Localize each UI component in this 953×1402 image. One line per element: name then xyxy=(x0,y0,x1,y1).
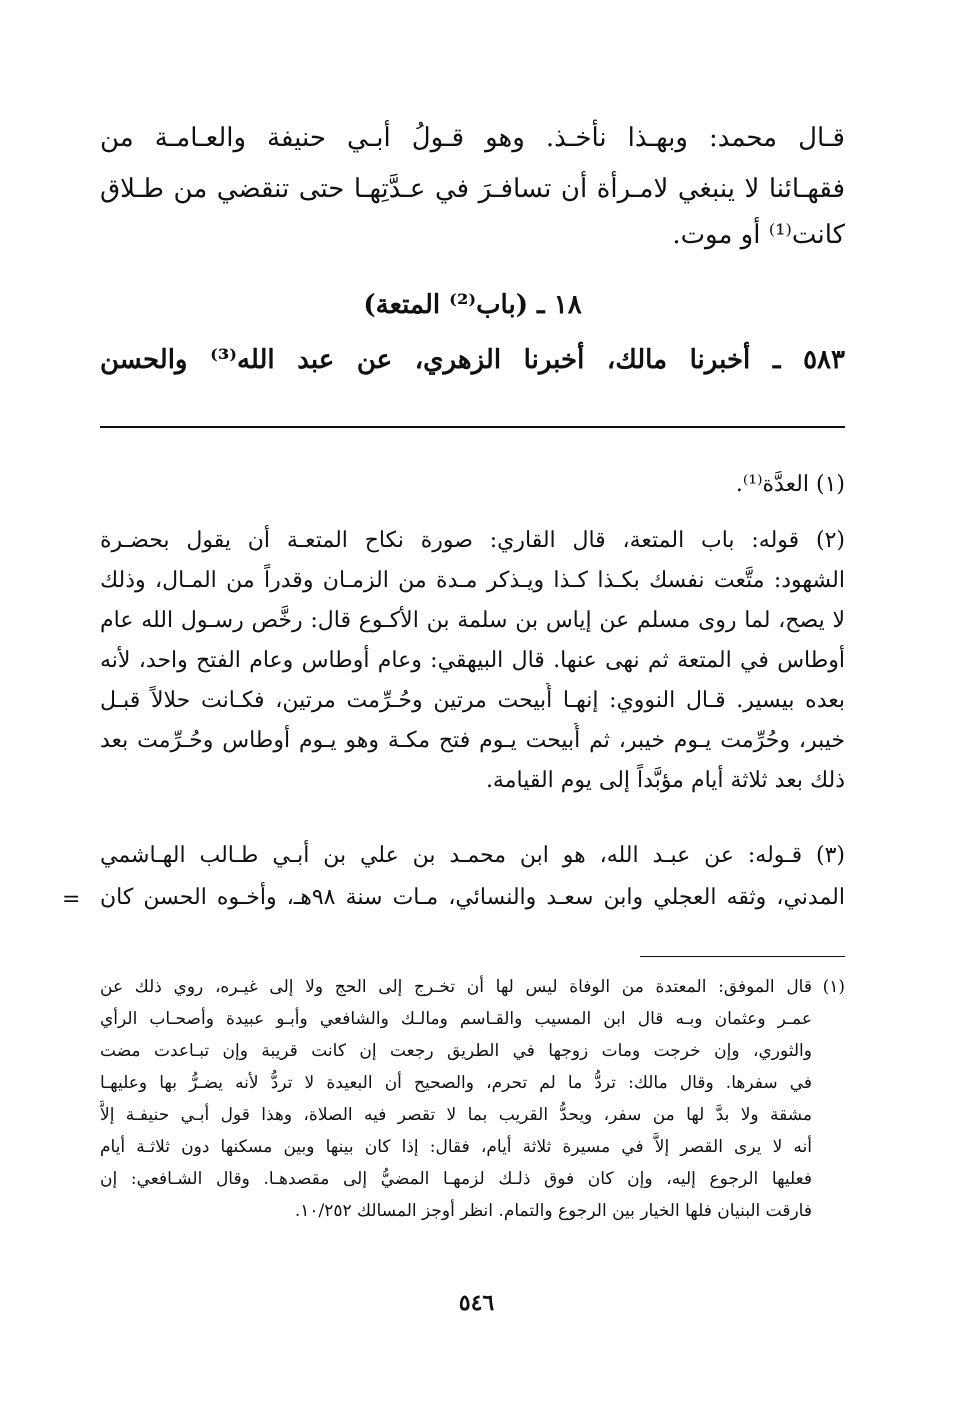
continuation-mark: = xyxy=(62,887,81,912)
footnote-line: فعليها الرجوع إليه، وإن كان فوق ذلـك لزمهـا المضيُّ إلى مقصدهـا. وقال الشـافعي: إن xyxy=(100,1169,812,1189)
hadith-line: ٥٨٣ ـ أخبرنا مالك، أخبرنا الزهري، عن عبد الله⁽³⁾ والحسن xyxy=(100,345,845,375)
page-number: ٥٤٦ xyxy=(458,1290,495,1316)
footnote-line: في سفرها. وقال مالك: تردُّ ما لم تحرم، والصحيح أن البعيدة لا تردُّ لأنه يضـرُّ بها وعليهـا xyxy=(100,1073,812,1093)
commentary-note-2-line: بعده بيسير. قـال النووي: إنهـا أُبيحت مرتين وحُـرِّمت مرتين، فكـانت حلالاً قبـل xyxy=(100,688,845,713)
footnote-line: أنه لا يرى القصر إلاَّ في مسيرة ثلاثة أيام، فقال: إذا كان بينها وبين مسكنها دون ثلاثـة أيام xyxy=(100,1137,812,1157)
main-text-line-3: كانت⁽¹⁾ أو موت. xyxy=(672,220,845,250)
commentary-note-2-line: أوطاس في المتعة ثم نهى عنها. قال البيهقي: وعام أوطاس وعام الفتح واحد، لأنه xyxy=(100,648,845,673)
commentary-note-2-line: الشهود: متَّعت نفسك بكـذا كـذا ويـذكر مـدة من الزمـان وقدراً من المـال، وذلك xyxy=(100,568,845,593)
commentary-note-2-line: (٢) قوله: باب المتعة، قال القاري: صورة نكاح المتعـة أن يقول بحضـرة xyxy=(100,528,845,553)
commentary-note-3-line: المدني، وثقه العجلي وابن سعـد والنسائي، مـات سنة ٩٨هـ، وأخـوه الحسن كان xyxy=(100,885,845,910)
footnote-line: عمـر وعثمان وبـه قال ابن المسيب والقـاسم ومالـك والشافعي وأبـو عبيدة وأصحـاب الرأي xyxy=(100,1009,812,1029)
footnote-marker: (١) xyxy=(822,977,845,997)
commentary-note-1: (١) العدَّة⁽¹⁾. xyxy=(735,472,845,497)
footnote-rule xyxy=(640,956,845,957)
main-text-line-1: قـال محمد: وبهـذا نأخـذ. وهو قـولُ أبـي حنيفة والعـامـة من xyxy=(100,123,845,153)
main-text-line-2: فقهـائنا لا ينبغي لامـرأة أن تسافـرَ في عـدَّتِهـا حتى تنقضي من طـلاق xyxy=(100,174,845,204)
commentary-note-2-line: ذلك بعد ثلاثة أيام مؤبَّداً إلى يوم القيامة. xyxy=(485,768,845,793)
separator-rule xyxy=(100,426,845,428)
section-heading: ١٨ ـ (باب⁽²⁾ المتعة) xyxy=(363,290,582,320)
commentary-note-2-line: لا يصح، لما روى مسلم عن إياس بن سلمة بن الأكـوع قال: رخَّص رسـول الله عام xyxy=(100,608,845,633)
footnote-line: والثوري، وإن خرجت ومات زوجها في الطريق رجعت إن كانت قريبة وإن تبـاعدت مضت xyxy=(100,1041,812,1061)
footnote-line: مشقة ولا بدَّ لها من سفر، ويحدُّ القريب بما لا تقصر فيه الصلاة، وهذا قول أبـي حنيفـة إلاَّ xyxy=(100,1105,812,1125)
commentary-note-3-line: (٣) قـوله: عن عبـد الله، هو ابن محمـد بن علي بن أبـي طـالب الهـاشمي xyxy=(100,843,845,868)
commentary-note-2-line: خيبر، وحُرِّمت يـوم خيبر، ثم أُبيحت يـوم فتح مكـة وهو يـوم أوطاس وحُـرِّمت بعد xyxy=(100,728,845,753)
footnote-line: قال الموفق: المعتدة من الوفاة ليس لها أن تخـرج إلى الحج ولا إلى غيـره، روي ذلك عن xyxy=(100,977,812,997)
footnote-line: فارقت البنيان فلها الخيار بين الرجوع والتمام. انظر أوجز المسالك ١٠/٢٥٢. xyxy=(294,1201,812,1221)
